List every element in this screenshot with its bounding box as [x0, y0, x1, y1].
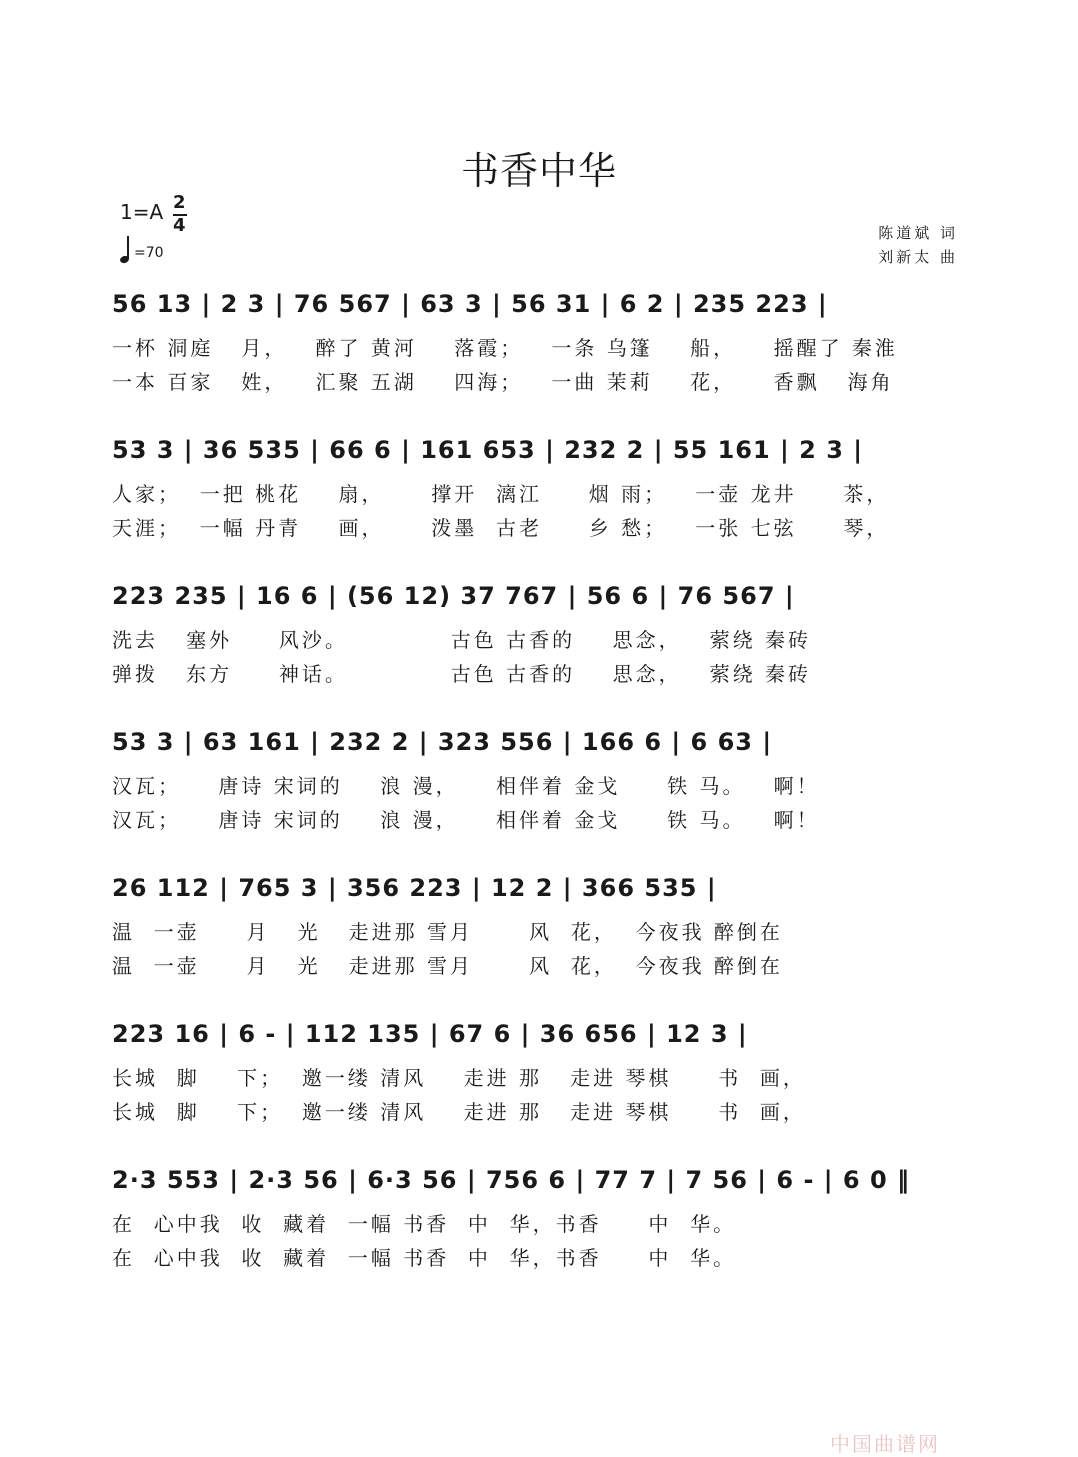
- quarter-note-stem: [127, 236, 129, 259]
- lyrics-verse-1: 洗去 塞外 风沙。 古色 古香的 思念， 萦绕 秦砖: [112, 628, 812, 652]
- notation-line: 2·3 553 | 2·3 56 | 6·3 56 | 756 6 | 77 7 | 7 56 | 6 - | 6 0 ‖: [112, 1166, 911, 1194]
- score-system-5: [112, 874, 968, 1004]
- lyricist-credit: 陈道斌 词: [878, 224, 958, 242]
- lyrics-verse-2: 天涯； 一幅 丹青 画， 泼墨 古老 乡 愁； 一张 七弦 琴，: [112, 516, 890, 540]
- score-system-6: [112, 1020, 968, 1150]
- notation-line: 223 235 | 16 6 | (56 12) 37 767 | 56 6 | 76 567 |: [112, 582, 795, 610]
- lyrics-verse-1: 汉瓦； 唐诗 宋词的 浪 漫， 相伴着 金戈 铁 马。 啊！: [112, 774, 820, 798]
- score-system-4: [112, 728, 968, 858]
- notation-line: 53 3 | 36 535 | 66 6 | 161 653 | 232 2 | 55 161 | 2 3 |: [112, 436, 864, 464]
- score-system-2: [112, 436, 968, 566]
- notation-line: 56 13 | 2 3 | 76 567 | 63 3 | 56 31 | 6 2 | 235 223 |: [112, 290, 828, 318]
- lyrics-verse-1: 人家； 一把 桃花 扇， 撑开 漓江 烟 雨； 一壶 龙井 茶，: [112, 482, 890, 506]
- score-system-1: [112, 290, 968, 420]
- notation-line: 53 3 | 63 161 | 232 2 | 323 556 | 166 6 | 6 63 |: [112, 728, 773, 756]
- lyrics-verse-2: 一本 百家 姓， 汇聚 五湖 四海； 一曲 茉莉 花， 香飘 海角: [112, 370, 894, 394]
- score-system-3: [112, 582, 968, 712]
- lyrics-verse-2: 弹拨 东方 神话。 古色 古香的 思念， 萦绕 秦砖: [112, 662, 812, 686]
- tempo-marking: =70: [134, 245, 164, 261]
- key-signature: 1=A: [120, 200, 164, 224]
- composer-credit: 刘新太 曲: [878, 248, 958, 266]
- notation-line: 223 16 | 6 - | 112 135 | 67 6 | 36 656 | 12 3 |: [112, 1020, 748, 1048]
- lyrics-verse-2: 汉瓦； 唐诗 宋词的 浪 漫， 相伴着 金戈 铁 马。 啊！: [112, 808, 820, 832]
- score-system-7: [112, 1166, 968, 1296]
- lyrics-verse-2: 在 心中我 收 藏着 一幅 书香 中 华，书香 中 华。: [112, 1246, 737, 1270]
- score-title: 书香中华: [460, 149, 617, 193]
- lyrics-verse-1: 在 心中我 收 藏着 一幅 书香 中 华，书香 中 华。: [112, 1212, 737, 1236]
- site-watermark: 中国曲谱网: [830, 1432, 940, 1456]
- time-signature-top: 2: [173, 192, 186, 213]
- lyrics-verse-2: 长城 脚 下； 邀一缕 清风 走进 那 走进 琴棋 书 画，: [112, 1100, 806, 1124]
- lyrics-verse-2: 温 一壶 月 光 走进那 雪月 风 花， 今夜我 醉倒在: [112, 954, 783, 978]
- lyrics-verse-1: 一杯 洞庭 月， 醉了 黄河 落霞； 一条 乌篷 船， 摇醒了 秦淮: [112, 336, 898, 360]
- lyrics-verse-1: 长城 脚 下； 邀一缕 清风 走进 那 走进 琴棋 书 画，: [112, 1066, 806, 1090]
- notation-line: 26 112 | 765 3 | 356 223 | 12 2 | 366 535 |: [112, 874, 717, 902]
- lyrics-verse-1: 温 一壶 月 光 走进那 雪月 风 花， 今夜我 醉倒在: [112, 920, 783, 944]
- time-signature-bottom: 4: [173, 215, 186, 236]
